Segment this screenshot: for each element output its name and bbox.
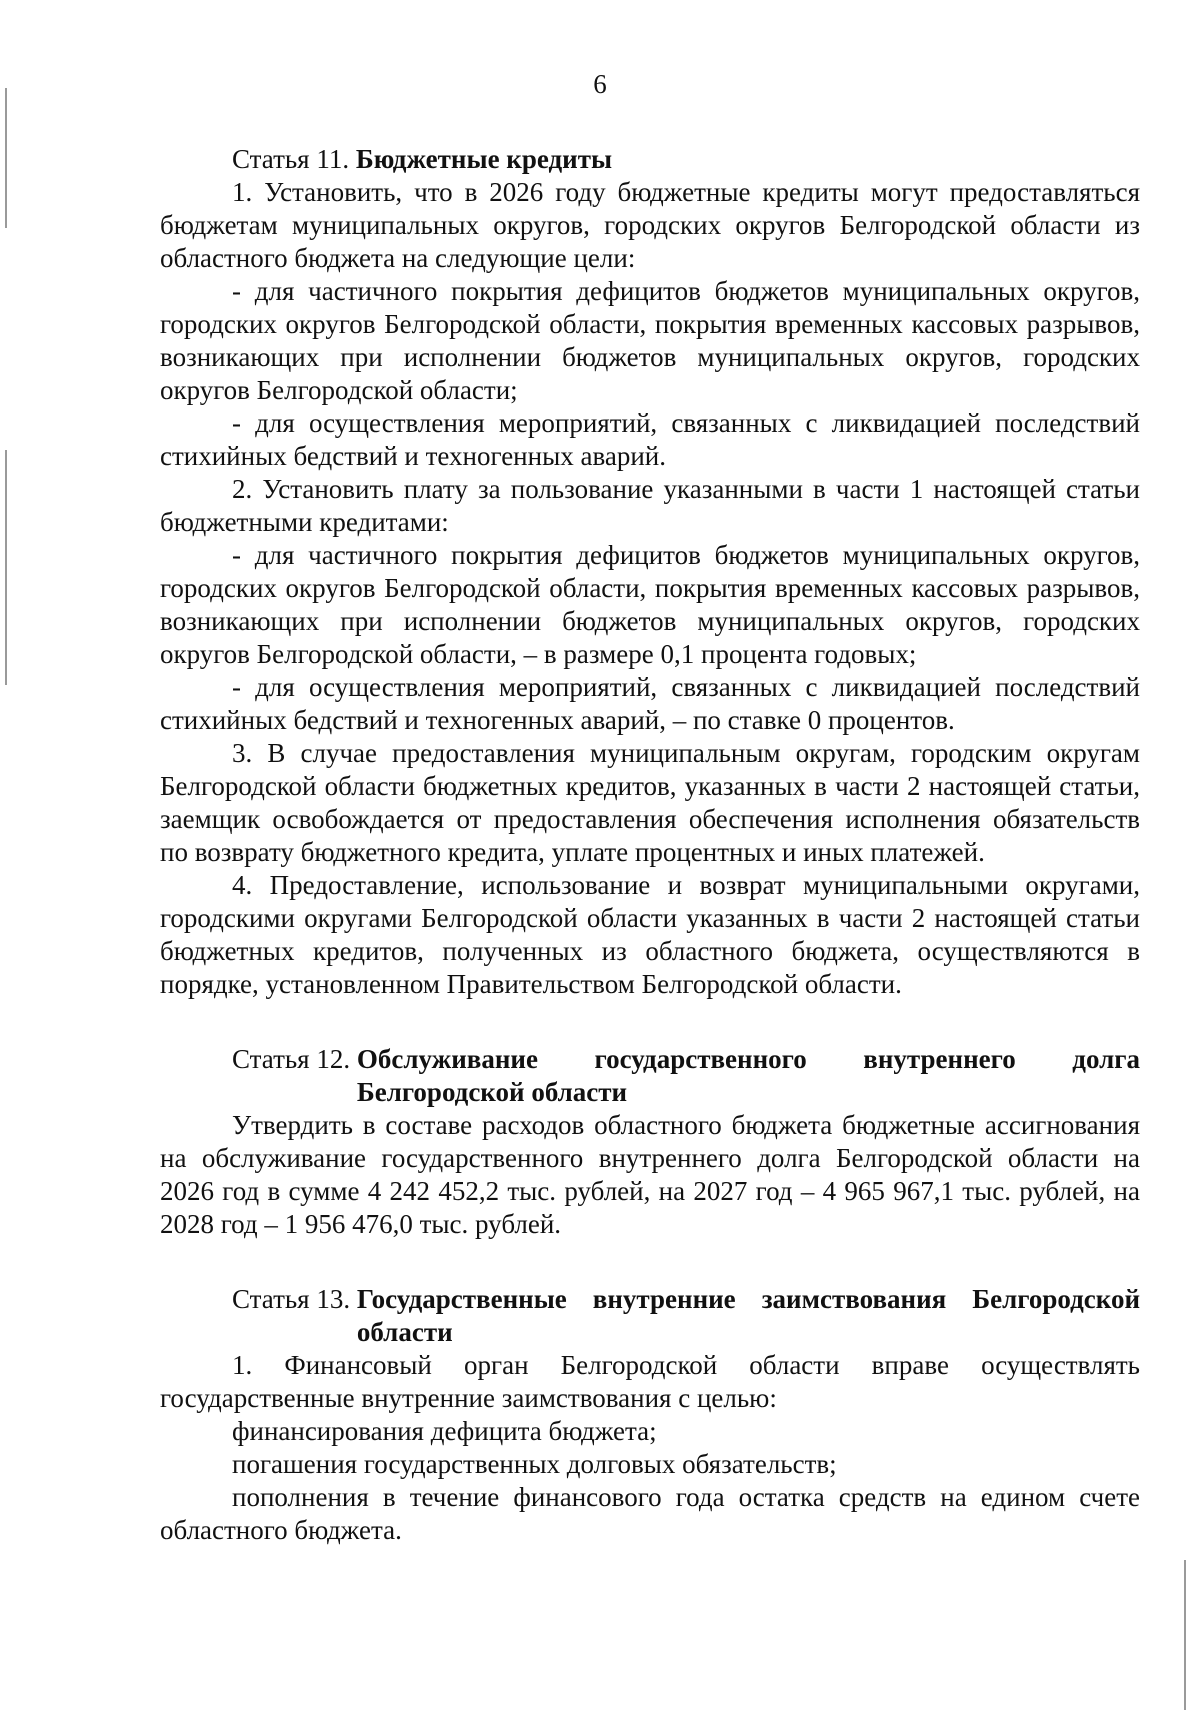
article-11: [160, 143, 1140, 1001]
article-11-paragraph-2: - для частичного покрытия дефицитов бюджетов муниципальных округов, городских округов Белгородской области, покрытия временных кассовых разрывов, возникающих при исполнении бюджетов муниципальных округов, городских округов Белгородской области;: [160, 276, 1140, 405]
page-number: 6: [593, 69, 607, 99]
article-13-paragraph-3: погашения государственных долговых обязательств;: [232, 1449, 837, 1479]
article-12-heading: [160, 1043, 1140, 1109]
article-11-paragraph-7: 3. В случае предоставления муниципальным округам, городским округам Белгородской области бюджетных кредитов, указанных в части 2 настоящей статьи, заемщик освобождается от предоставления обеспечения исполнения обязательств по возврату бюджетного кредита, уплате процентных и иных платежей.: [160, 738, 1140, 867]
article-12-title: Обслуживание государственного внутреннего долга Белгородской области: [356, 1044, 1140, 1107]
article-11-paragraph-1: 1. Установить, что в 2026 году бюджетные кредиты могут предоставляться бюджетам муниципальных округов, городских округов Белгородской области из областного бюджета на следующие цели:: [160, 177, 1140, 273]
article-12-label: Статья 12.: [232, 1044, 357, 1074]
article-11-paragraph-3: - для осуществления мероприятий, связанных с ликвидацией последствий стихийных бедствий и техногенных аварий.: [160, 408, 1140, 471]
article-11-paragraph-8: 4. Предоставление, использование и возврат муниципальными округами, городскими округами Белгородской области указанных в части 2 настоящей статьи бюджетных кредитов, полученных из областного бюджета, осуществляются в порядке, установленном Правительством Белгородской области.: [160, 870, 1140, 999]
scan-artifact-right: [1184, 1560, 1186, 1710]
document-body: [160, 143, 1140, 1547]
article-11-paragraph-6: - для осуществления мероприятий, связанных с ликвидацией последствий стихийных бедствий и техногенных аварий, – по ставке 0 процентов.: [160, 672, 1140, 735]
article-12-paragraph-1: Утвердить в составе расходов областного бюджета бюджетные ассигнования на обслуживание государственного внутреннего долга Белгородской области на 2026 год в сумме 4 242 452,2 тыс. рублей, на 2027 год – 4 965 967,1 тыс. рублей, на 2028 год – 1 956 476,0 тыс. рублей.: [160, 1110, 1140, 1239]
article-11-paragraph-5: - для частичного покрытия дефицитов бюджетов муниципальных округов, городских округов Белгородской области, покрытия временных кассовых разрывов, возникающих при исполнении бюджетов муниципальных округов, городских округов Белгородской области, – в размере 0,1 процента годовых;: [160, 540, 1140, 669]
article-13-paragraph-2: финансирования дефицита бюджета;: [232, 1416, 657, 1446]
scan-artifact-left-2: [5, 450, 7, 685]
article-11-paragraph-4: 2. Установить плату за пользование указанными в части 1 настоящей статьи бюджетными кредитами:: [160, 474, 1140, 537]
article-13-label: Статья 13.: [232, 1284, 357, 1314]
article-12: [160, 1043, 1140, 1241]
article-13-paragraph-1: 1. Финансовый орган Белгородской области вправе осуществлять государственные внутренние заимствования с целью:: [160, 1350, 1140, 1413]
article-11-heading: [160, 143, 1140, 176]
article-13: [160, 1283, 1140, 1547]
article-13-title: Государственные внутренние заимствования Белгородской области: [356, 1284, 1140, 1347]
article-13-paragraph-4: пополнения в течение финансового года остатка средств на едином счете областного бюджета.: [160, 1482, 1140, 1545]
article-11-title: Бюджетные кредиты: [355, 144, 613, 174]
scan-artifact-left-1: [5, 88, 7, 228]
article-13-heading: [160, 1283, 1140, 1349]
article-11-label: Статья 11.: [232, 144, 356, 174]
